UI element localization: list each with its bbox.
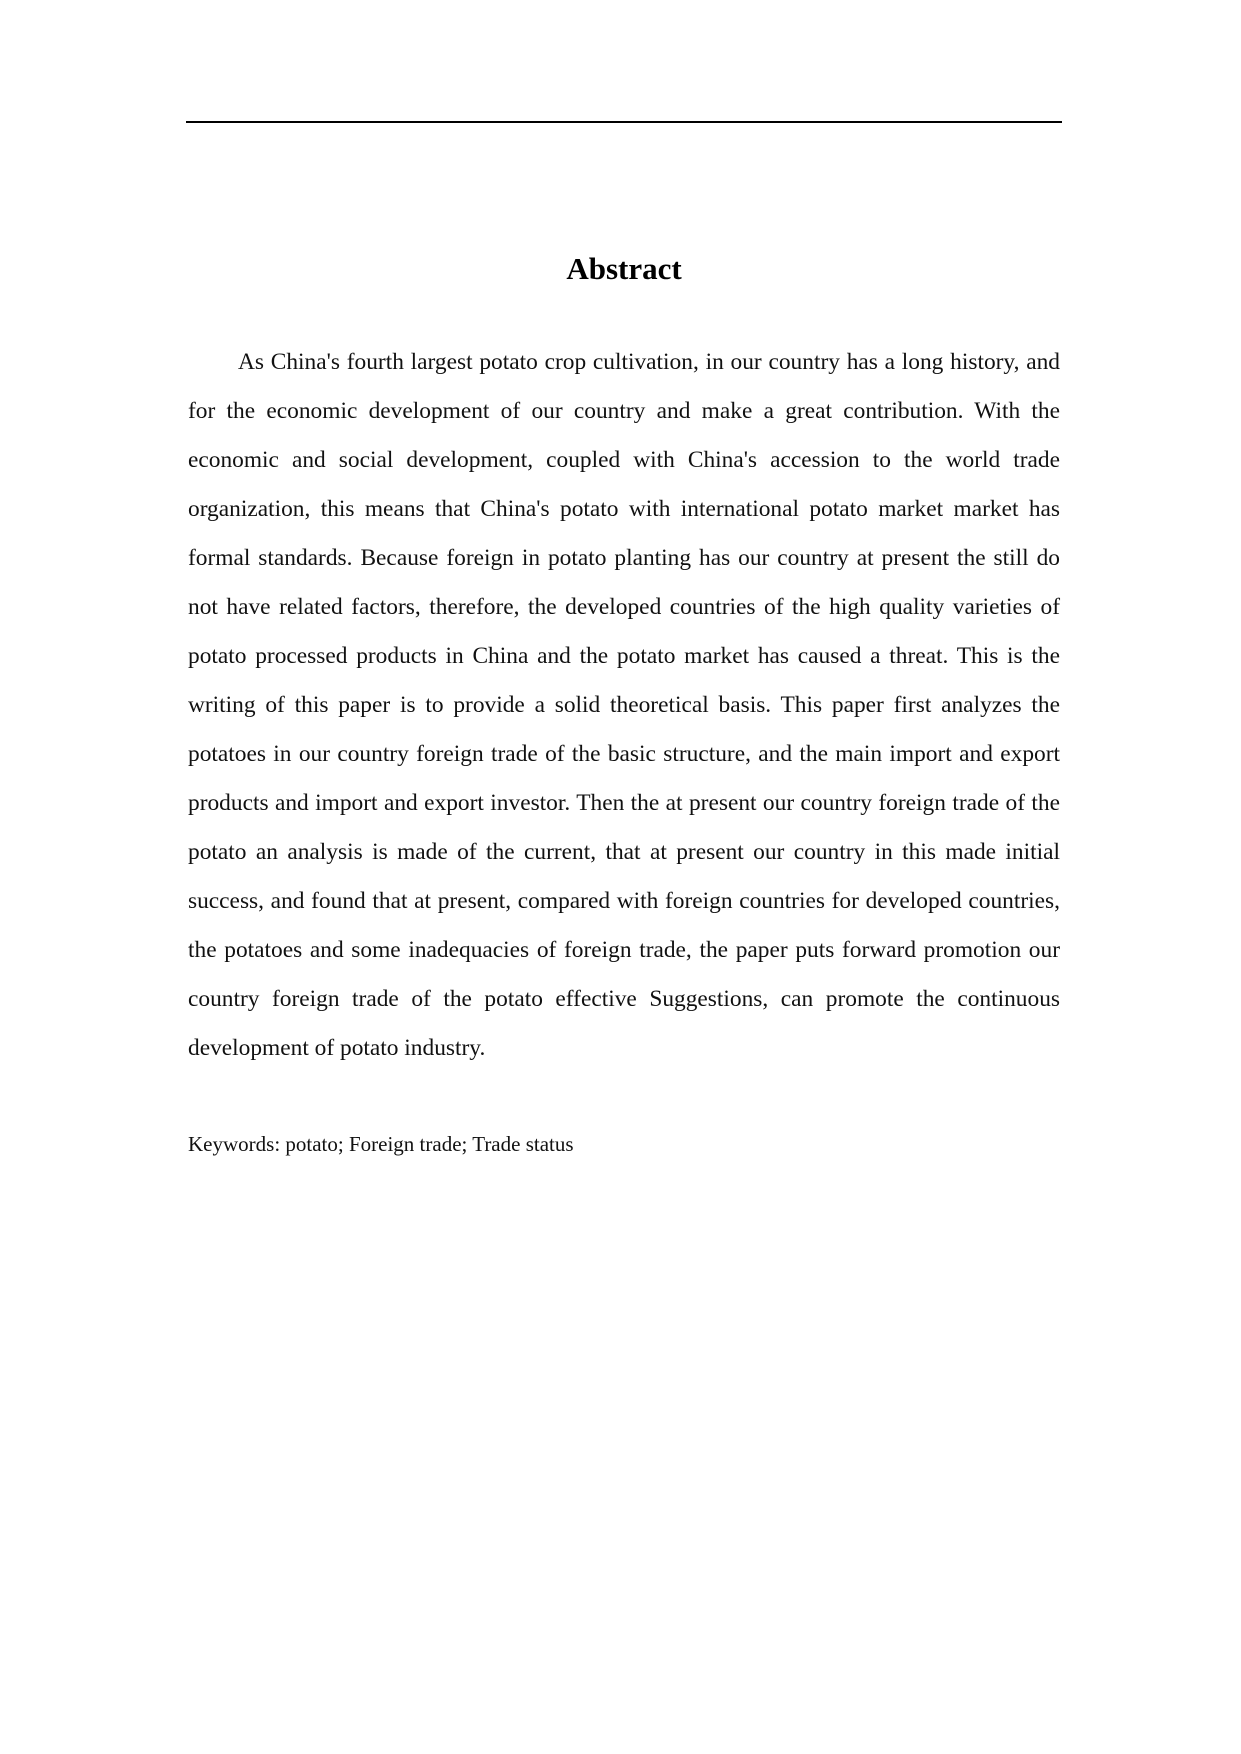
abstract-paragraph: As China's fourth largest potato crop cultivation, in our country has a long history, and for the economic development of our country and make a great contribution. With the economic and social development, coupled with China's accession to the world trade organization, this means that China's potato with international potato market market has formal standards. Because foreign in potato planting has our country at present the still do not have related factors, therefore, the developed countries of the high quality varieties of potato processed products in China and the potato market has caused a threat. This is the writing of this paper is to provide a solid theoretical basis. This paper first analyzes the potatoes in our country foreign trade of the basic structure, and the main import and export products and import and export investor. Then the at present our country foreign trade of the potato an analysis is made of the current, that at present our country in this made initial success, and found that at present, compared with foreign countries for developed countries, the potatoes and some inadequacies of foreign trade, the paper puts forward promotion our country foreign trade of the potato effective Suggestions, can promote the continuous development of potato industry. [188, 349, 1060, 1061]
keywords-line: Keywords: potato; Foreign trade; Trade status [188, 1132, 574, 1156]
header-rule [186, 121, 1062, 123]
page-title: Abstract [566, 251, 682, 286]
